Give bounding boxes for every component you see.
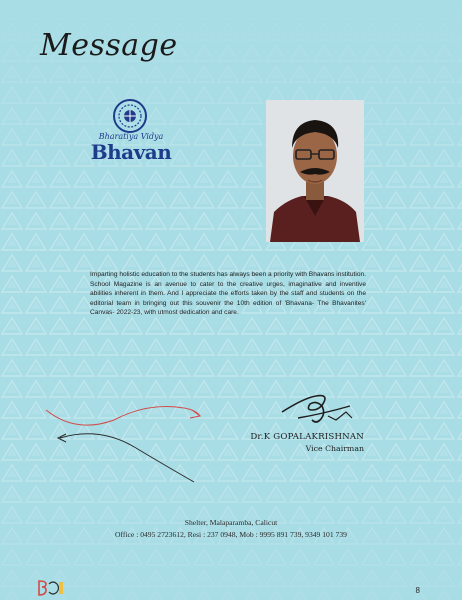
message-body: Imparting holistic education to the students has always been a priority with Bhavans institution. School Magazine is an avenue to cater to the creative urges, imaginative and inventive abilities inherent in them. And I appreciate the efforts taken by the staff and students on the editorial team in bringing out this souvenir the 10th edition of 'Bhavana- The Bhavanites' Canvas- 2022-23, with utmost dedication and care. bbox=[90, 271, 366, 317]
emblem-icon bbox=[112, 98, 148, 134]
signature-graphic bbox=[276, 388, 360, 428]
portrait-illustration bbox=[266, 100, 364, 242]
decorative-arrow-curves bbox=[40, 396, 210, 492]
logo-subtitle: Bharatiya Vidya bbox=[98, 132, 164, 141]
page-number: 8 bbox=[415, 586, 420, 595]
logo-wordmark: Bhavan bbox=[90, 140, 172, 164]
magazine-logo-icon bbox=[36, 578, 66, 598]
signatory-name: Dr.K GOPALAKRISHNAN bbox=[250, 432, 364, 442]
bharatiya-vidya-bhavan-logo bbox=[86, 98, 176, 166]
footer-address: Shelter, Malaparamba, Calicut bbox=[184, 518, 278, 527]
page-title: Message bbox=[40, 28, 178, 63]
portrait-photo bbox=[266, 100, 364, 242]
signatory-role: Vice Chairman bbox=[305, 444, 364, 453]
footer-contact: Office : 0495 2723612, Resi : 237 0948, Mob : 9995 891 739, 9349 101 739 bbox=[115, 530, 347, 539]
